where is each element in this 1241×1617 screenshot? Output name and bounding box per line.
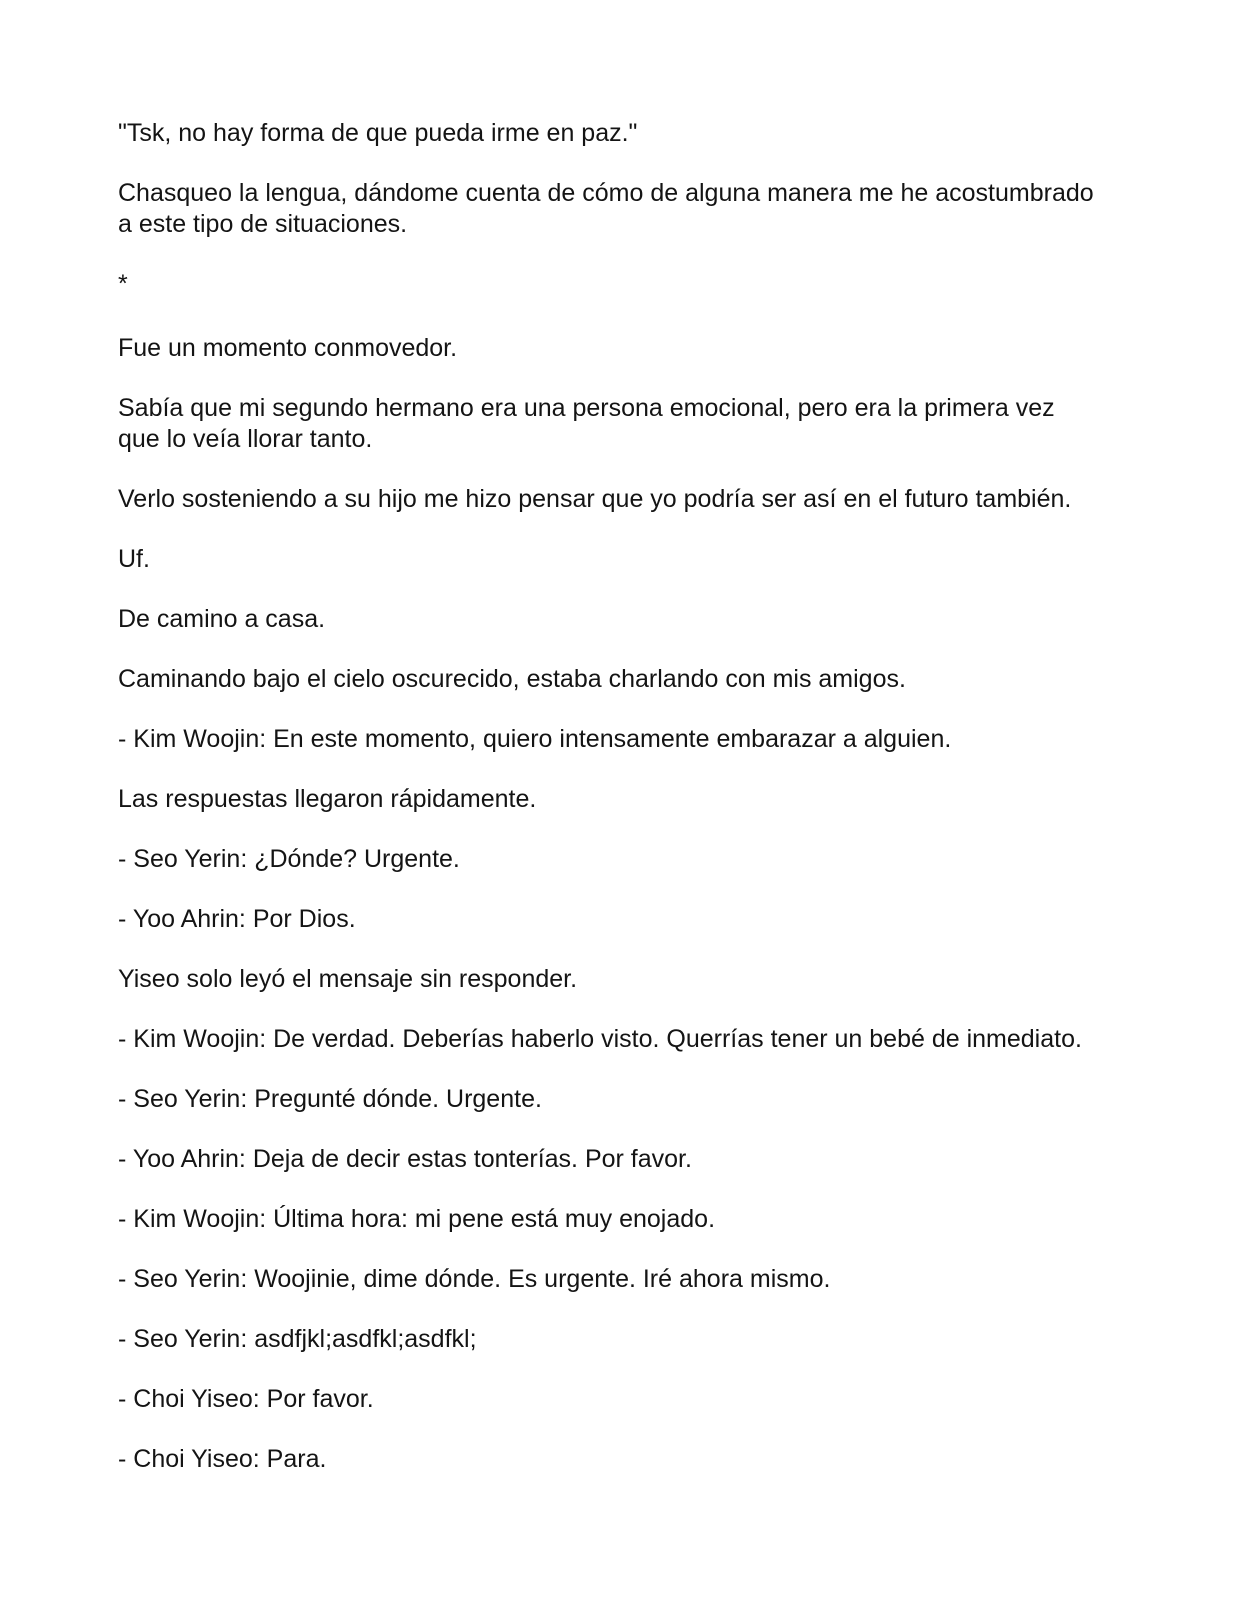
chat-message: - Choi Yiseo: Para. [118,1445,327,1473]
chat-message: - Seo Yerin: asdfjkl;asdfkl;asdfkl; [118,1325,477,1353]
chat-message: - Yoo Ahrin: Por Dios. [118,905,356,933]
paragraph: Sabía que mi segundo hermano era una persona emocional, pero era la primera vez que lo veía llorar tanto. [118,394,1055,453]
scene-break: * [118,270,128,298]
chat-message: - Yoo Ahrin: Deja de decir estas tonterías. Por favor. [118,1145,692,1173]
chat-message: - Kim Woojin: En este momento, quiero intensamente embarazar a alguien. [118,725,952,753]
paragraph: Uf. [118,545,150,573]
paragraph: Caminando bajo el cielo oscurecido, estaba charlando con mis amigos. [118,665,906,693]
chat-message: - Kim Woojin: De verdad. Deberías haberlo visto. Querrías tener un bebé de inmediato. [118,1025,1082,1053]
chat-message: - Kim Woojin: Última hora: mi pene está muy enojado. [118,1205,716,1233]
chat-message: - Seo Yerin: Woojinie, dime dónde. Es urgente. Iré ahora mismo. [118,1265,831,1293]
chat-message: - Choi Yiseo: Por favor. [118,1385,374,1413]
paragraph: Las respuestas llegaron rápidamente. [118,785,537,813]
paragraph: Verlo sosteniendo a su hijo me hizo pensar que yo podría ser así en el futuro también. [118,485,1072,513]
paragraph: Yiseo solo leyó el mensaje sin responder. [118,965,578,993]
document-body [118,118,1103,1504]
paragraph: Fue un momento conmovedor. [118,334,458,362]
paragraph: Chasqueo la lengua, dándome cuenta de cómo de alguna manera me he acostumbrado a este tipo de situaciones. [118,179,1094,238]
paragraph: De camino a casa. [118,605,326,633]
chat-message: - Seo Yerin: ¿Dónde? Urgente. [118,845,460,873]
chat-message: - Seo Yerin: Pregunté dónde. Urgente. [118,1085,542,1113]
paragraph: "Tsk, no hay forma de que pueda irme en paz." [118,119,638,147]
